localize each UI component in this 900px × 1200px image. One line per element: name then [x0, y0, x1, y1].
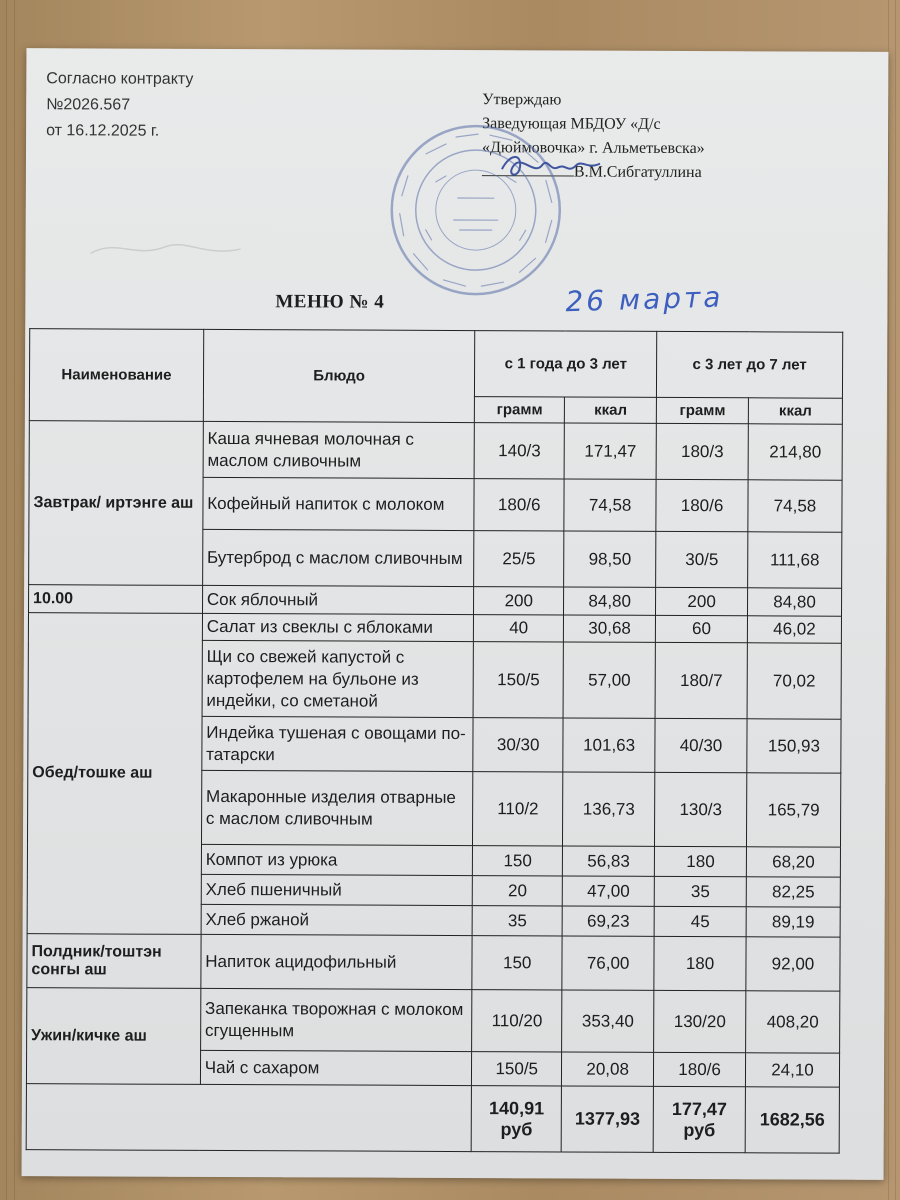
signature-scribble — [496, 145, 606, 185]
kcal-3-7: 214,80 — [748, 424, 842, 480]
meal-label: Завтрак/ иртэнге аш — [29, 421, 204, 586]
col-header-gram: грамм — [656, 397, 748, 423]
meal-label: Полдник/тоштэн сонгы аш — [27, 934, 201, 989]
kcal-1-3: 171,47 — [564, 423, 656, 479]
gram-1-3: 35 — [472, 906, 562, 936]
menu-row — [29, 421, 842, 481]
gram-1-3: 20 — [473, 876, 563, 906]
kcal-3-7: 24,10 — [745, 1053, 839, 1087]
contract-block — [46, 66, 193, 145]
dish-name: Щи со свежей капустой с картофелем на бульоне из индейки, со сметаной — [202, 640, 474, 717]
meal-label: Обед/тошке аш — [27, 613, 202, 935]
approval-position: Заведующая МБДОУ «Д/с — [482, 115, 661, 133]
col-header-name: Наименование — [29, 329, 203, 422]
approval-signer: В.М.Сибгатуллина — [573, 163, 702, 182]
kcal-1-3: 84,80 — [564, 587, 656, 615]
col-header-dish: Блюдо — [203, 329, 475, 422]
col-header-kcal: ккал — [748, 398, 842, 424]
kcal-3-7: 84,80 — [748, 588, 842, 616]
kcal-3-7: 68,20 — [746, 847, 840, 877]
gram-3-7: 180/3 — [656, 423, 748, 479]
gram-3-7: 60 — [656, 615, 748, 642]
kcal-3-7: 70,02 — [747, 643, 841, 719]
total-price-1-3: 140,91 руб — [471, 1086, 561, 1152]
dish-name: Макаронные изделия отварные с маслом сливочным — [201, 770, 473, 845]
contract-date: от 16.12.2025 г. — [46, 122, 160, 140]
menu-row — [27, 934, 840, 992]
menu-body — [26, 421, 842, 1154]
kcal-1-3: 47,00 — [562, 876, 654, 906]
gram-3-7: 30/5 — [656, 531, 748, 587]
kcal-3-7: 165,79 — [747, 773, 841, 847]
gram-1-3: 25/5 — [474, 531, 564, 587]
dish-name: Салат из свеклы с яблоками — [202, 613, 474, 641]
col-header-kcal: ккал — [565, 397, 657, 423]
kcal-1-3: 101,63 — [563, 718, 655, 772]
kcal-3-7: 92,00 — [746, 937, 840, 991]
gram-1-3: 110/2 — [473, 772, 563, 846]
dish-name: Кофейный напиток с молоком — [203, 477, 475, 530]
gram-3-7: 180/7 — [655, 642, 747, 718]
gram-1-3: 200 — [474, 587, 564, 615]
kcal-3-7: 74,58 — [748, 480, 842, 532]
gram-1-3: 40 — [474, 615, 564, 642]
approval-org: «Дюймовочка» г. Альметьевска» — [481, 139, 705, 158]
kcal-1-3: 74,58 — [564, 479, 656, 531]
dish-name: Каша ячневая молочная с маслом сливочным — [203, 421, 475, 478]
dish-name: Бутерброд с маслом сливочным — [202, 529, 474, 586]
menu-table — [26, 328, 844, 1154]
kcal-3-7: 408,20 — [746, 991, 840, 1053]
kcal-1-3: 76,00 — [562, 936, 654, 990]
kcal-1-3: 20,08 — [562, 1052, 654, 1086]
dish-name: Напиток ацидофильный — [201, 934, 473, 989]
gram-1-3: 110/20 — [472, 990, 562, 1052]
kcal-3-7: 89,19 — [746, 907, 840, 937]
kcal-3-7: 46,02 — [747, 616, 841, 643]
menu-title: МЕНЮ № 4 — [275, 291, 385, 313]
kcal-3-7: 150,93 — [747, 719, 841, 773]
gram-1-3: 180/6 — [474, 479, 564, 531]
gram-1-3: 150/5 — [472, 1052, 562, 1086]
menu-row — [29, 585, 842, 617]
menu-sheet — [22, 48, 889, 1180]
col-header-age-1-3: с 1 года до 3 лет — [475, 331, 657, 398]
gram-1-3: 140/3 — [474, 423, 564, 479]
total-price-3-7: 177,47 руб — [653, 1086, 745, 1152]
gram-3-7: 180 — [654, 846, 746, 876]
gram-1-3: 150/5 — [473, 642, 563, 718]
total-kcal-1-3: 1377,93 — [561, 1086, 653, 1152]
col-header-age-3-7: с 3 лет до 7 лет — [657, 331, 843, 398]
dish-name: Чай с сахаром — [200, 1050, 472, 1085]
faint-signature-mark — [86, 228, 246, 269]
gram-3-7: 40/30 — [655, 718, 747, 772]
contract-number: №2026.567 — [46, 96, 131, 114]
approval-line: Утверждаю — [482, 91, 562, 109]
col-header-gram: грамм — [475, 397, 565, 423]
meal-label: 10.00 — [29, 585, 203, 614]
kcal-1-3: 98,50 — [564, 531, 656, 587]
contract-line: Согласно контракту — [46, 70, 194, 88]
gram-3-7: 45 — [654, 906, 746, 936]
handwritten-date: 26 марта — [564, 280, 724, 319]
menu-row — [28, 613, 841, 644]
menu-row — [27, 988, 840, 1054]
totals-empty-cell — [26, 1084, 472, 1152]
total-kcal-3-7: 1682,56 — [745, 1087, 839, 1153]
dish-name: Индейка тушеная с овощами по-татарски — [202, 716, 474, 771]
kcal-1-3: 353,40 — [562, 990, 654, 1052]
kcal-1-3: 136,73 — [563, 772, 655, 846]
dish-name: Запеканка творожная с молоком сгущенным — [200, 988, 472, 1051]
gram-1-3: 30/30 — [473, 718, 563, 772]
dish-name: Компот из урюка — [201, 844, 473, 875]
dish-name: Сок яблочный — [202, 585, 474, 614]
gram-3-7: 180 — [654, 936, 746, 990]
totals-row — [26, 1084, 839, 1154]
kcal-1-3: 56,83 — [563, 846, 655, 876]
kcal-1-3: 69,23 — [562, 906, 654, 936]
gram-1-3: 150 — [473, 846, 563, 876]
gram-3-7: 180/6 — [654, 1052, 746, 1086]
gram-3-7: 130/20 — [654, 990, 746, 1052]
dish-name: Хлеб ржаной — [201, 904, 473, 935]
meal-label: Ужин/кичке аш — [26, 988, 200, 1085]
kcal-1-3: 57,00 — [563, 642, 655, 718]
gram-3-7: 180/6 — [656, 479, 748, 531]
kcal-3-7: 111,68 — [748, 532, 842, 588]
kcal-3-7: 82,25 — [746, 877, 840, 907]
dish-name: Хлеб пшеничный — [201, 874, 473, 905]
gram-3-7: 35 — [654, 876, 746, 906]
gram-1-3: 150 — [472, 936, 562, 990]
kcal-1-3: 30,68 — [564, 615, 656, 642]
gram-3-7: 130/3 — [655, 772, 747, 846]
gram-3-7: 200 — [656, 587, 748, 615]
